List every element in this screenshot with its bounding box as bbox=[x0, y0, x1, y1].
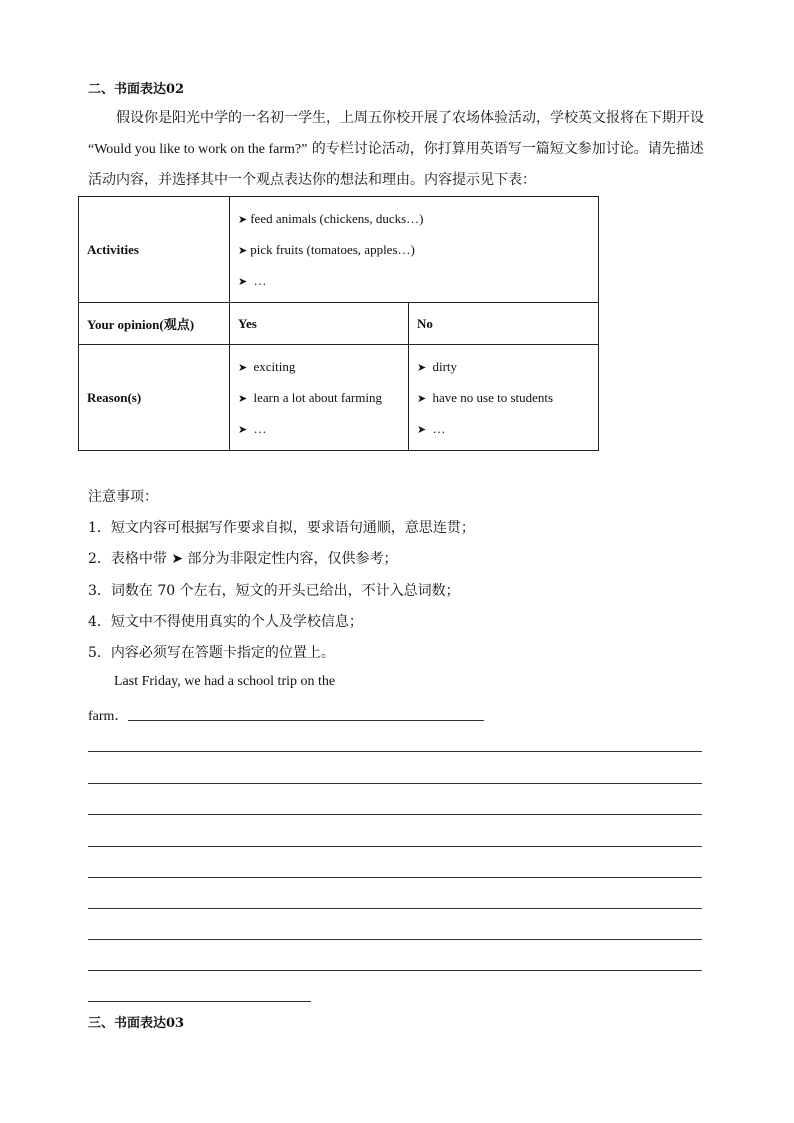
answer-line[interactable] bbox=[128, 720, 484, 721]
task-line-1: 假设你是阳光中学的一名初一学生，上周五你校开展了农场体验活动，学校英文报将在下期开设 bbox=[116, 110, 704, 126]
list-item: ➤ have no use to students bbox=[417, 390, 554, 405]
yes-reasons-cell bbox=[230, 345, 409, 451]
note-item: 5．内容必须写在答题卡指定的位置上。 bbox=[88, 645, 335, 661]
list-item: ➤ feed animals (chickens, ducks…) bbox=[238, 211, 424, 226]
answer-line[interactable] bbox=[88, 939, 702, 940]
arrow-bullet-icon: ➤ bbox=[238, 214, 248, 226]
table-row-opinion bbox=[79, 303, 599, 345]
table-row-reasons bbox=[79, 345, 599, 451]
answer-line[interactable] bbox=[88, 846, 702, 847]
reasons-label: Reason(s) bbox=[79, 345, 230, 451]
opinion-yes: Yes bbox=[230, 303, 409, 345]
arrow-bullet-icon: ➤ bbox=[238, 245, 248, 257]
answer-line[interactable] bbox=[88, 814, 702, 815]
section-heading-3: 三、书面表达03 bbox=[88, 1016, 185, 1031]
answer-line[interactable] bbox=[88, 908, 702, 909]
activities-label: Activities bbox=[79, 197, 230, 303]
note-item: 3．词数在 70 个左右，短文的开头已给出，不计入总词数； bbox=[88, 583, 460, 599]
notes-title: 注意事项： bbox=[88, 489, 158, 505]
opinion-no: No bbox=[409, 303, 599, 345]
task-line-2 bbox=[88, 134, 708, 165]
answer-line[interactable] bbox=[88, 970, 702, 971]
note-item: 4．短文中不得使用真实的个人及学校信息； bbox=[88, 614, 363, 630]
list-item: ➤ dirty bbox=[417, 359, 458, 374]
essay-opening: Last Friday, we had a school trip on the bbox=[114, 674, 336, 689]
arrow-bullet-icon: ➤ bbox=[417, 362, 427, 374]
content-hint-table bbox=[78, 196, 599, 451]
task-line-3: 活动内容，并选择其中一个观点表达你的想法和理由。内容提示见下表： bbox=[88, 172, 536, 188]
list-item: ➤ … bbox=[238, 273, 267, 288]
no-reasons-cell bbox=[409, 345, 599, 451]
arrow-bullet-icon: ➤ bbox=[417, 393, 427, 405]
arrow-bullet-icon: ➤ bbox=[417, 424, 427, 436]
column-title-quote: “Would you like to work on the farm?” bbox=[88, 142, 308, 157]
answer-line[interactable] bbox=[88, 783, 702, 784]
answer-line[interactable] bbox=[88, 877, 702, 878]
list-item: ➤ exciting bbox=[238, 359, 296, 374]
arrow-bullet-icon: ➤ bbox=[238, 393, 248, 405]
arrow-bullet-icon: ➤ bbox=[238, 276, 248, 288]
opinion-label: Your opinion(观点) bbox=[79, 303, 230, 345]
answer-line[interactable] bbox=[88, 1001, 311, 1002]
arrow-bullet-icon: ➤ bbox=[238, 362, 248, 374]
list-item: ➤ … bbox=[238, 421, 267, 436]
list-item: ➤ … bbox=[417, 421, 446, 436]
activities-cell bbox=[230, 197, 599, 303]
note-item: 1．短文内容可根据写作要求自拟，要求语句通顺，意思连贯； bbox=[88, 520, 475, 536]
table-row-activities bbox=[79, 197, 599, 303]
list-item: ➤ pick fruits (tomatoes, apples…) bbox=[238, 242, 415, 257]
note-item: 2．表格中带 ➤ 部分为非限定性内容，仅供参考； bbox=[88, 551, 398, 567]
answer-line[interactable] bbox=[88, 751, 702, 752]
section-heading-2: 二、书面表达02 bbox=[88, 82, 185, 97]
list-item: ➤ learn a lot about farming bbox=[238, 390, 382, 405]
essay-opening-continued: farm． bbox=[88, 709, 129, 724]
task-description bbox=[88, 103, 708, 196]
task-line-2-rest: 的专栏讨论活动，你打算用英语写一篇短文参加讨论。请先描述 bbox=[311, 141, 704, 157]
arrow-bullet-icon: ➤ bbox=[238, 424, 248, 436]
